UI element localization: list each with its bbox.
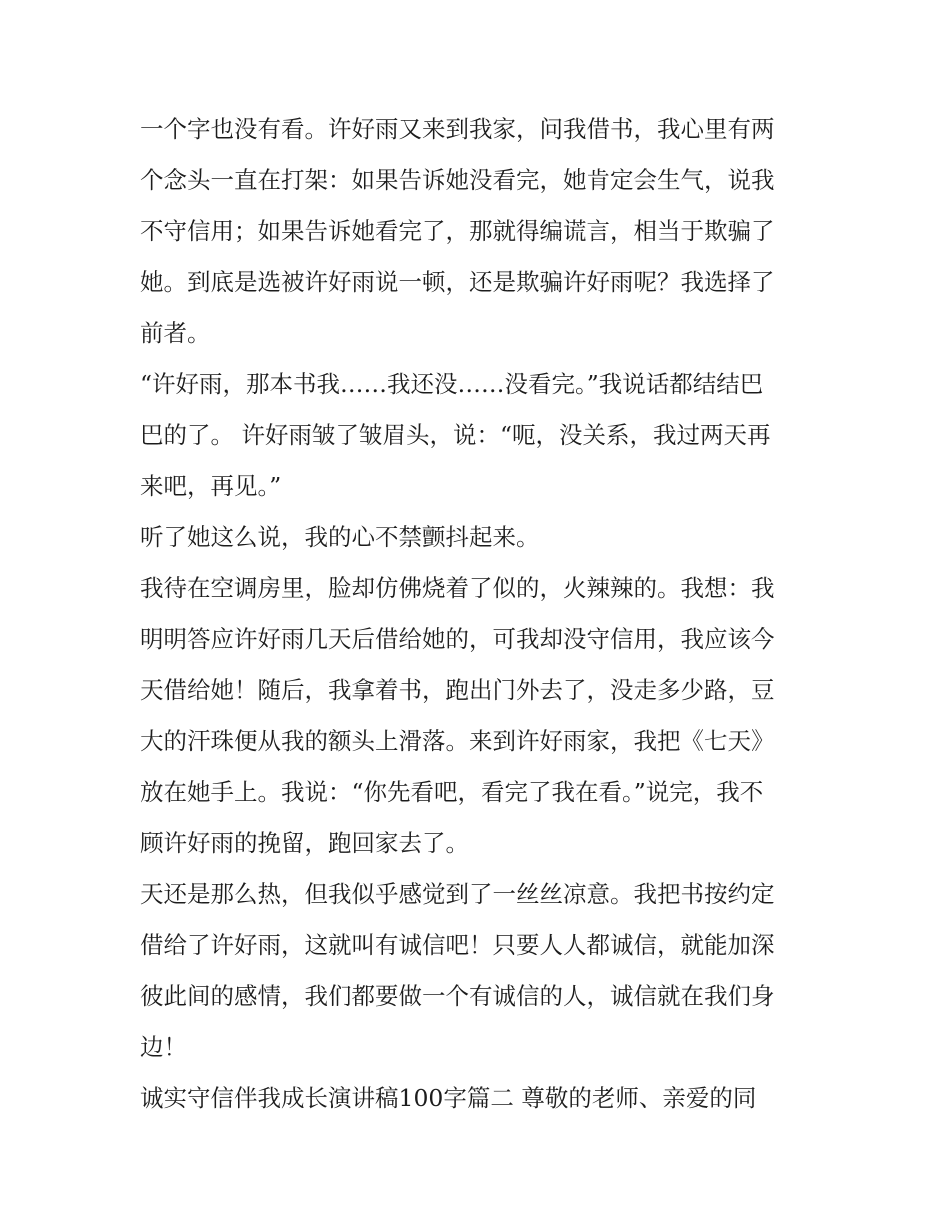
text-line: 她。到底是选被许好雨说一顿，还是欺骗许好雨呢？我选择了 [140,268,775,296]
text-line: “许好雨，那本书我……我还没……没看完。”我说话都结结巴 [140,370,764,398]
text-line: 大的汗珠便从我的额头上滑落。来到许好雨家，我把《七天》 [140,727,775,755]
text-line: 来吧，再见。” [140,472,282,500]
text-line: 个念头一直在打架：如果告诉她没看完，她肯定会生气，说我 [140,166,775,194]
text-line: 天借给她！随后，我拿着书，跑出门外去了，没走多少路，豆 [140,676,775,704]
text-line: 明明答应许好雨几天后借给她的，可我却没守信用，我应该今 [140,625,775,653]
text-line: 天还是那么热，但我似乎感觉到了一丝丝凉意。我把书按约定 [140,880,775,908]
text-line: 边！ [140,1033,187,1061]
text-line: 诚实守信伴我成长演讲稿100字篇二 尊敬的老师、亲爱的同 [140,1084,757,1112]
text-line: 前者。 [140,319,211,347]
text-line: 不守信用；如果告诉她看完了，那就得编谎言，相当于欺骗了 [140,217,775,245]
text-line: 我待在空调房里，脸却仿佛烧着了似的，火辣辣的。我想：我 [140,574,775,602]
text-line: 借给了许好雨，这就叫有诚信吧！只要人人都诚信，就能加深 [140,931,775,959]
text-line: 彼此间的感情，我们都要做一个有诚信的人，诚信就在我们身 [140,982,775,1010]
document-body [140,104,812,1124]
text-line: 顾许好雨的挽留，跑回家去了。 [140,829,469,857]
text-line: 听了她这么说，我的心不禁颤抖起来。 [140,523,540,551]
text-line: 一个字也没有看。许好雨又来到我家，问我借书，我心里有两 [140,115,775,143]
text-line: 巴的了。 许好雨皱了皱眉头，说：“呃，没关系，我过两天再 [140,421,771,449]
text-line: 放在她手上。我说：“你先看吧，看完了我在看。”说完，我不 [140,778,764,806]
